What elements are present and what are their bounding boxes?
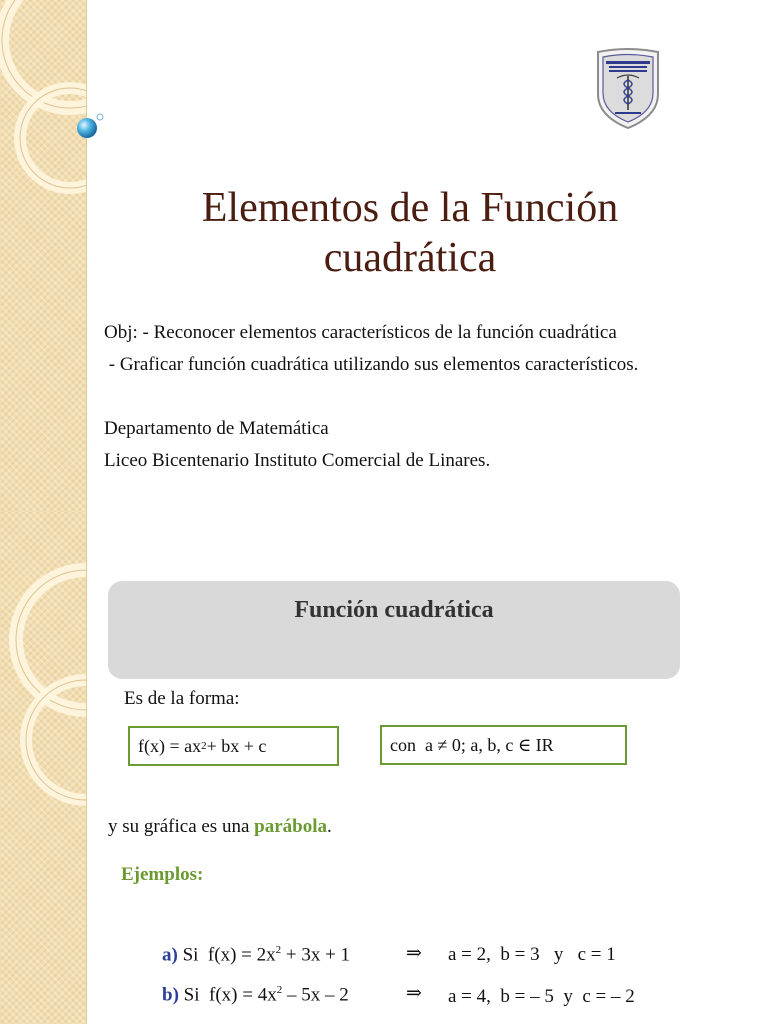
- graph-text-post: .: [327, 816, 332, 837]
- decorative-strip: [0, 0, 87, 512]
- school-text: Liceo Bicentenario Instituto Comercial de Linares.: [104, 450, 491, 471]
- example-a-label: a): [162, 944, 178, 966]
- objective-line-1: Obj: - Reconocer elementos característicos de la función cuadrática: [104, 322, 617, 343]
- school-logo: [595, 48, 661, 130]
- title-line-2: cuadrática: [323, 235, 497, 281]
- graph-text-pre: y su gráfica es una: [108, 816, 255, 837]
- example-a-formula-rest: + 3x + 1: [281, 944, 351, 966]
- examples-heading: Ejemplos:: [121, 864, 204, 885]
- example-a-exponent: 2: [275, 944, 282, 956]
- example-b-label: b): [162, 984, 179, 1006]
- decorative-circles: [0, 512, 86, 1024]
- example-b-arrow: ⇒: [406, 983, 422, 1004]
- formula-exponent: 2: [201, 740, 207, 752]
- example-a: [162, 944, 350, 966]
- example-b-result: a = 4, b = – 5 y c = – 2: [448, 986, 635, 1007]
- example-b: [162, 984, 349, 1006]
- decorative-circles: [0, 0, 86, 512]
- parabola-word: parábola: [254, 816, 327, 837]
- title-line-1: Elementos de la Función: [201, 185, 619, 231]
- condition-text: con a ≠ 0; a, b, c ∈ IR: [390, 734, 554, 755]
- example-a-formula: Si f(x) = 2x: [182, 944, 276, 966]
- decorative-strip: [0, 512, 87, 1024]
- example-b-exponent: 2: [276, 984, 283, 996]
- slide-title: [120, 183, 700, 283]
- example-a-result: a = 2, b = 3 y c = 1: [448, 944, 616, 965]
- formula-rest: + bx + c: [206, 735, 267, 756]
- condition-box: [380, 725, 627, 765]
- department-text: Departamento de Matemática: [104, 418, 329, 439]
- formula-base: f(x) = ax: [138, 735, 202, 756]
- graph-sentence: [108, 816, 332, 838]
- section-header-box: [108, 581, 680, 679]
- example-b-formula-rest: – 5x – 2: [282, 984, 349, 1006]
- form-label: Es de la forma:: [124, 688, 240, 709]
- formula-box: [128, 726, 339, 766]
- example-a-arrow: ⇒: [406, 943, 422, 964]
- example-b-formula: Si f(x) = 4x: [183, 984, 277, 1006]
- objective-line-2: - Graficar función cuadrática utilizando sus elementos característicos.: [104, 354, 639, 375]
- section-heading: Función cuadrática: [294, 597, 494, 623]
- bullet-sphere-icon: [74, 112, 108, 142]
